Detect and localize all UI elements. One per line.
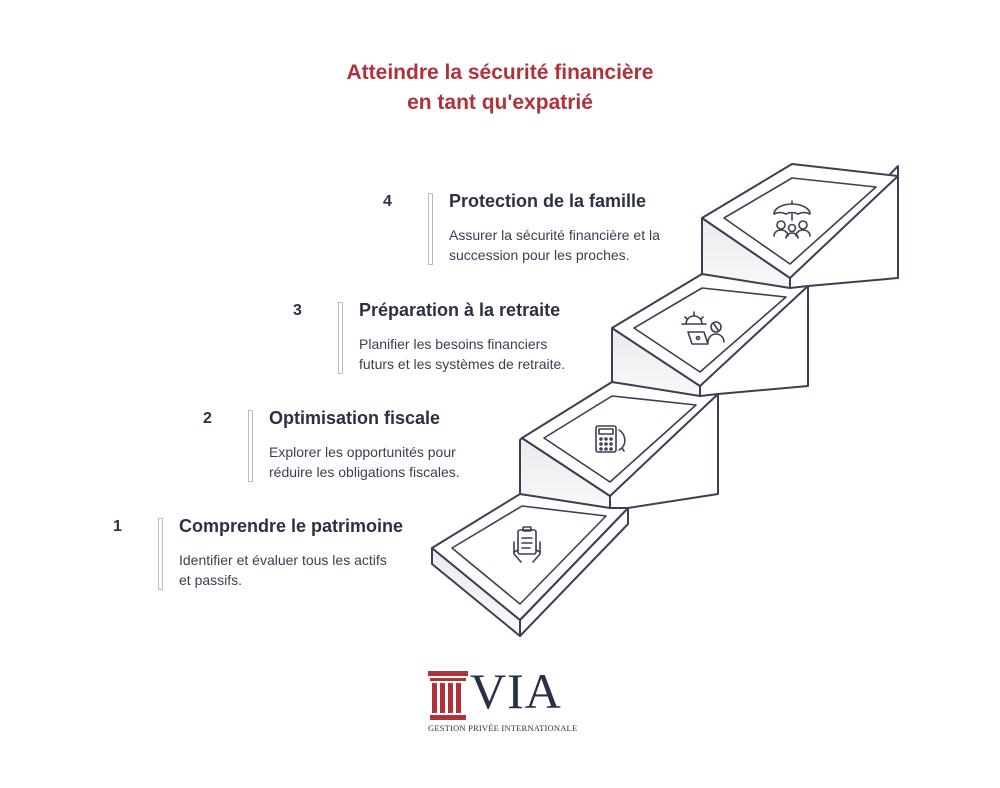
step-heading: Protection de la famille bbox=[449, 191, 647, 211]
step-heading: Comprendre le patrimoine bbox=[179, 516, 404, 536]
step-description-line: Identifier et évaluer tous les actifs bbox=[179, 552, 387, 568]
step-description-line: Explorer les opportunités pour bbox=[269, 444, 456, 460]
logo bbox=[0, 663, 1000, 738]
title-line-2: en tant qu'expatrié bbox=[407, 91, 593, 114]
step-description-line: succession pour les proches. bbox=[449, 247, 630, 263]
logo-wordmark: VIA bbox=[470, 663, 562, 719]
step-description-line: futurs et les systèmes de retraite. bbox=[359, 356, 566, 372]
title-line-1: Atteindre la sécurité financière bbox=[346, 61, 654, 84]
step-number: 3 bbox=[293, 302, 302, 319]
logo-tagline: GESTION PRIVÉE INTERNATIONALE bbox=[428, 723, 578, 733]
step-number: 1 bbox=[113, 518, 122, 535]
step-description-line: Planifier les besoins financiers bbox=[359, 336, 548, 352]
step-number: 4 bbox=[383, 193, 392, 210]
step-heading: Préparation à la retraite bbox=[359, 300, 561, 320]
step-description-line: réduire les obligations fiscales. bbox=[269, 464, 460, 480]
pillar-logo-icon bbox=[428, 671, 468, 721]
step-heading: Optimisation fiscale bbox=[269, 408, 441, 428]
step-number: 2 bbox=[203, 410, 212, 427]
step-description-line: Assurer la sécurité financière et la bbox=[449, 227, 660, 243]
step-description-line: et passifs. bbox=[179, 572, 243, 588]
